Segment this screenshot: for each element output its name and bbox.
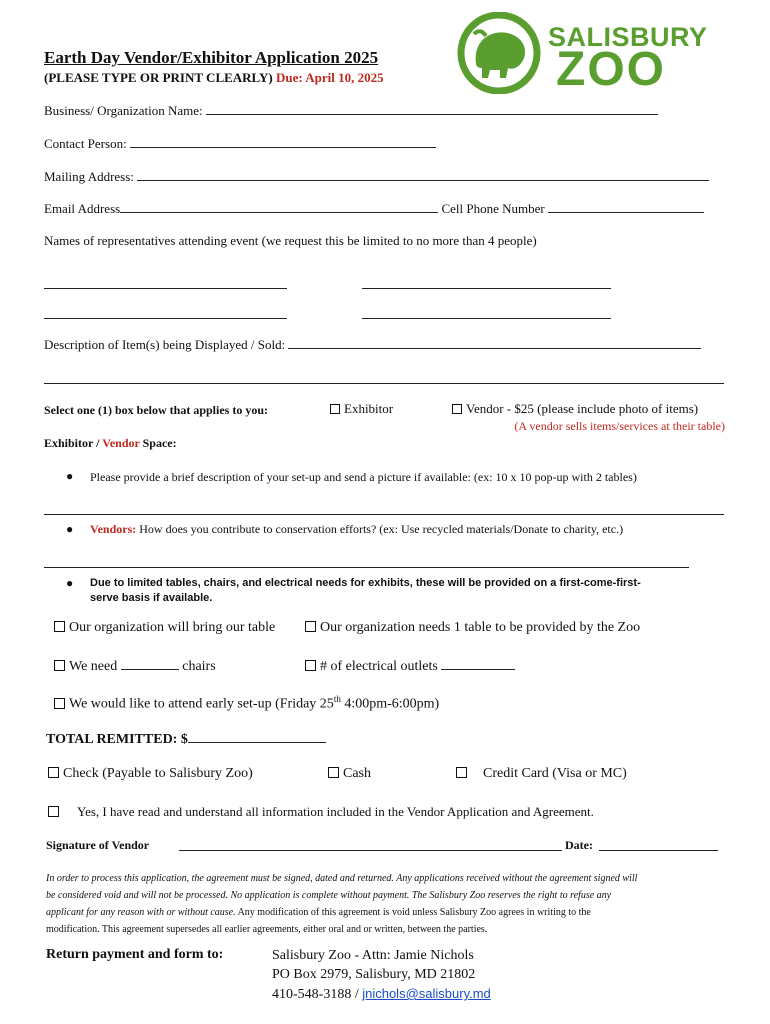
conservation-prompt bbox=[90, 522, 623, 537]
terms-line-3-plain: Any modification of this agreement is void unless Salisbury Zoo agrees in writing to the bbox=[235, 907, 591, 918]
cash-checkbox[interactable] bbox=[328, 767, 339, 778]
due-date: Due: April 10, 2025 bbox=[276, 70, 384, 85]
salisbury-zoo-logo bbox=[456, 12, 726, 94]
bring-table-label: Our organization will bring our table bbox=[69, 620, 276, 635]
early-setup-checkbox[interactable] bbox=[54, 698, 65, 709]
contact-person-line[interactable] bbox=[130, 135, 436, 148]
check-option[interactable] bbox=[48, 766, 253, 782]
space-heading-exhibitor: Exhibitor / bbox=[44, 436, 103, 450]
outlets-checkbox[interactable] bbox=[305, 660, 316, 671]
return-label: Return payment and form to: bbox=[46, 947, 224, 962]
representative-line-2[interactable] bbox=[362, 288, 611, 289]
business-name-line[interactable] bbox=[206, 102, 658, 115]
email-line[interactable] bbox=[120, 200, 438, 213]
outlets-label: # of electrical outlets bbox=[320, 659, 438, 674]
terms-line-2: be considered void and will not be processed. No application is complete without payment. The Salisbury Zoo reserves the right to refuse any bbox=[46, 890, 612, 901]
setup-description-line[interactable] bbox=[44, 514, 724, 515]
check-label: Check (Payable to Salisbury Zoo) bbox=[63, 766, 253, 781]
return-phone: 410-548-3188 bbox=[272, 987, 352, 1002]
agreement-option[interactable] bbox=[48, 804, 594, 820]
terms-line-4: modification. This agreement supersedes all earlier agreements, either oral and or written, between the parties. bbox=[46, 924, 488, 935]
representative-line-1[interactable] bbox=[44, 288, 287, 289]
check-checkbox[interactable] bbox=[48, 767, 59, 778]
terms-block bbox=[46, 870, 637, 938]
outlets-option[interactable] bbox=[305, 657, 515, 675]
return-po-box: PO Box 2979, Salisbury, MD 21802 bbox=[272, 967, 476, 982]
form-subtitle bbox=[44, 70, 384, 86]
business-name-field[interactable] bbox=[44, 102, 658, 119]
email-label: Email Address bbox=[44, 201, 121, 216]
vendor-option[interactable] bbox=[452, 401, 698, 417]
credit-card-checkbox[interactable] bbox=[456, 767, 467, 778]
return-contact bbox=[272, 984, 491, 1004]
terms-line-3-italic: applicant for any reason with or without cause. bbox=[46, 907, 236, 918]
chairs-option[interactable] bbox=[54, 657, 216, 675]
vendor-label: Vendor - $25 (please include photo of items) bbox=[466, 401, 699, 416]
bullet-3-dot: ● bbox=[66, 576, 74, 590]
terms-line-1: In order to process this application, the agreement must be signed, dated and returned. Any applications received without the agreement signed will bbox=[46, 873, 638, 884]
early-setup-sup: th bbox=[333, 694, 341, 704]
space-heading-space: Space: bbox=[139, 436, 177, 450]
description-line-2[interactable] bbox=[44, 383, 724, 384]
vendors-label: Vendors: bbox=[90, 522, 137, 536]
total-remitted-line[interactable] bbox=[188, 730, 326, 743]
business-name-label: Business/ Organization Name: bbox=[44, 103, 203, 118]
space-heading bbox=[44, 436, 177, 451]
chairs-label-b: chairs bbox=[182, 659, 216, 674]
cell-phone-line[interactable] bbox=[548, 200, 704, 213]
bullet-1-dot: ● bbox=[66, 469, 74, 483]
date-line[interactable] bbox=[599, 850, 718, 851]
print-instruction: (PLEASE TYPE OR PRINT CLEARLY) bbox=[44, 70, 273, 85]
mailing-address-line[interactable] bbox=[137, 168, 709, 181]
contact-person-field[interactable] bbox=[44, 135, 436, 152]
vendor-note: (A vendor sells items/services at their table) bbox=[514, 419, 725, 433]
space-heading-vendor: Vendor bbox=[102, 436, 140, 450]
outlets-count-line[interactable] bbox=[441, 657, 515, 670]
limited-supplies-note bbox=[90, 576, 641, 606]
terms-line-3 bbox=[46, 904, 637, 921]
return-email-link[interactable]: jnichols@salisbury.md bbox=[362, 986, 491, 1001]
agreement-label: Yes, I have read and understand all information included in the Vendor Application and Agreement. bbox=[77, 804, 594, 819]
agreement-checkbox[interactable] bbox=[48, 806, 59, 817]
credit-card-option[interactable] bbox=[456, 766, 627, 782]
contact-person-label: Contact Person: bbox=[44, 136, 127, 151]
bring-table-option[interactable] bbox=[54, 620, 275, 636]
total-remitted-label: TOTAL REMITTED: $ bbox=[46, 732, 188, 747]
return-name: Salisbury Zoo - Attn: Jamie Nichols bbox=[272, 948, 474, 963]
date-label: Date: bbox=[565, 838, 593, 852]
conservation-text: How does you contribute to conservation efforts? (ex: Use recycled materials/Donate to charity, etc.) bbox=[136, 522, 624, 536]
logo-name-bottom: ZOO bbox=[556, 43, 666, 96]
return-address bbox=[272, 946, 491, 1004]
description-label: Description of Item(s) being Displayed / Sold: bbox=[44, 337, 286, 352]
cash-option[interactable] bbox=[328, 766, 371, 782]
bring-table-checkbox[interactable] bbox=[54, 621, 65, 632]
early-setup-label-b: 4:00pm-6:00pm) bbox=[340, 696, 440, 712]
email-field[interactable] bbox=[44, 200, 704, 217]
signature-label: Signature of Vendor bbox=[46, 838, 150, 852]
bison-globe-icon bbox=[456, 12, 546, 94]
representative-line-3[interactable] bbox=[44, 318, 287, 319]
logo-name-top: SALISBURY bbox=[548, 22, 708, 52]
early-setup-option[interactable] bbox=[54, 694, 439, 713]
description-field[interactable] bbox=[44, 336, 701, 353]
exhibitor-label: Exhibitor bbox=[344, 401, 394, 416]
early-setup-label-a: We would like to attend early set-up (Friday 25 bbox=[69, 696, 334, 712]
cell-phone-label: Cell Phone Number bbox=[441, 201, 545, 216]
return-sep: / bbox=[351, 987, 363, 1002]
chairs-count-line[interactable] bbox=[121, 657, 179, 670]
mailing-address-field[interactable] bbox=[44, 168, 709, 185]
need-table-option[interactable] bbox=[305, 620, 640, 636]
conservation-line[interactable] bbox=[44, 567, 689, 568]
total-remitted-field[interactable] bbox=[46, 730, 326, 748]
limited-supplies-line-1: Due to limited tables, chairs, and electrical needs for exhibits, these will be provided on a first-come-first- bbox=[90, 577, 641, 589]
setup-description-prompt: Please provide a brief description of your set-up and send a picture if available: (ex: 10 x 10 pop-up with 2 tables) bbox=[90, 470, 637, 484]
bullet-2-dot: ● bbox=[66, 522, 74, 536]
cash-label: Cash bbox=[343, 766, 371, 781]
representative-line-4[interactable] bbox=[362, 318, 611, 319]
representatives-label: Names of representatives attending event (we request this be limited to no more than 4 people) bbox=[44, 233, 537, 248]
chairs-label-a: We need bbox=[69, 659, 118, 674]
form-title: Earth Day Vendor/Exhibitor Application 2025 bbox=[44, 48, 379, 67]
chairs-checkbox[interactable] bbox=[54, 660, 65, 671]
credit-card-label: Credit Card (Visa or MC) bbox=[483, 766, 627, 781]
description-line[interactable] bbox=[288, 336, 701, 349]
need-table-checkbox[interactable] bbox=[305, 621, 316, 632]
exhibitor-checkbox[interactable] bbox=[330, 404, 340, 414]
signature-line[interactable] bbox=[179, 850, 562, 851]
select-one-prompt: Select one (1) box below that applies to you: bbox=[44, 403, 268, 417]
exhibitor-option[interactable] bbox=[330, 401, 393, 417]
mailing-address-label: Mailing Address: bbox=[44, 169, 134, 184]
vendor-checkbox[interactable] bbox=[452, 404, 462, 414]
need-table-label: Our organization needs 1 table to be provided by the Zoo bbox=[320, 620, 641, 635]
limited-supplies-line-2: serve basis if available. bbox=[90, 592, 213, 604]
